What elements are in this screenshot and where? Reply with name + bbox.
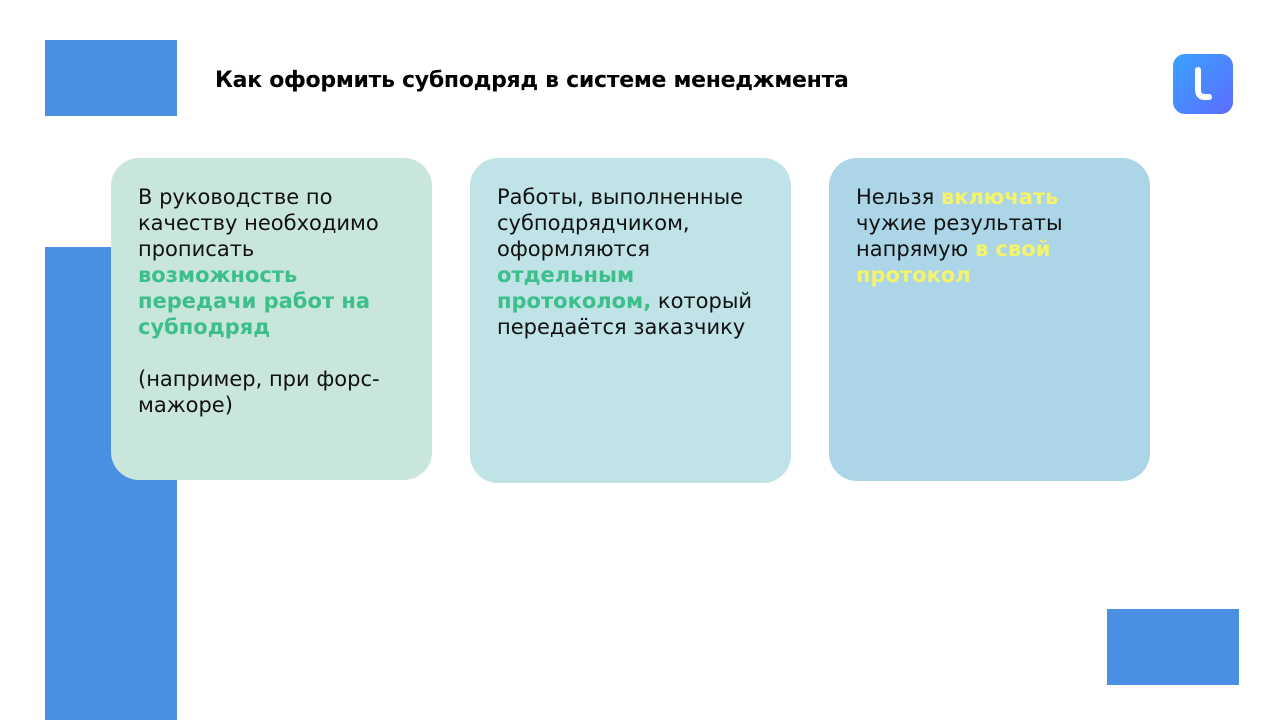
card-highlight-2: в свой протокол	[856, 237, 1051, 287]
card-highlight: возможность передачи работ на субподряд	[138, 263, 371, 339]
decorative-block-bottom-right	[1107, 609, 1239, 685]
info-card-no-foreign-results	[829, 158, 1150, 481]
card-text: Работы, выполненные субподрядчиком, оформляются	[497, 185, 744, 261]
paragraph-gap	[138, 340, 408, 366]
card-highlight: включать	[941, 185, 1059, 209]
info-card-quality-manual	[111, 158, 432, 480]
brand-logo-icon	[1173, 54, 1233, 114]
info-card-separate-protocol	[470, 158, 791, 483]
card-text-continued: который передаётся заказчику	[497, 289, 753, 339]
decorative-block-top-left	[45, 40, 177, 116]
card-text-continued: чужие результаты напрямую	[856, 211, 1063, 261]
brand-logo-glyph	[1173, 54, 1233, 114]
card-text: В руководстве по качеству необходимо прописать	[138, 185, 379, 261]
card-highlight: отдельным протоколом,	[497, 263, 652, 313]
slide-title: Как оформить субподряд в системе менеджмента	[215, 68, 849, 93]
card-text: Нельзя	[856, 185, 935, 209]
card-note: (например, при форс-мажоре)	[138, 367, 380, 417]
